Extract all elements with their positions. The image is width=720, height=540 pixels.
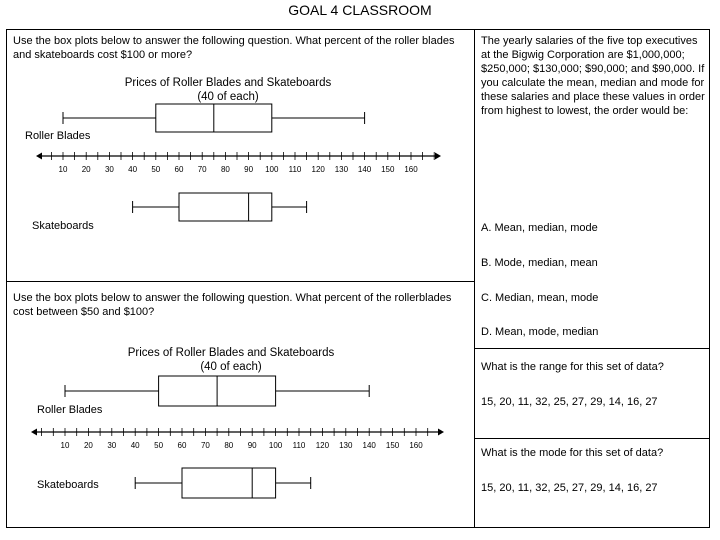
q1-label-roller-blades: Roller Blades <box>25 130 91 142</box>
q5-data: 15, 20, 11, 32, 25, 27, 29, 14, 16, 27 <box>481 482 658 494</box>
chart1-tick-label: 100 <box>265 165 279 174</box>
chart2-axis-arrow-left <box>31 429 37 436</box>
chart2-tick-label: 60 <box>177 441 187 450</box>
chart2-tick-label: 30 <box>107 441 117 450</box>
chart2-tick-label: 10 <box>60 441 70 450</box>
q1-chart-title-line2: (40 of each) <box>197 91 259 103</box>
q3-prompt: The yearly salaries of the five top executives at the Bigwig Corporation are $1,000,000; $250,000; $130,000; $90,000; and $90,000. If you calculate the mean, median and mode for these salaries and place these values in order from highest to lowest, the order would be: <box>481 35 705 117</box>
chart2-tick-label: 70 <box>200 441 210 450</box>
chart1-tick-label: 60 <box>174 165 184 174</box>
q4-prompt: What is the range for this set of data? <box>481 361 664 373</box>
chart2-tick-label: 130 <box>339 441 353 450</box>
q2-chart-title-line2: (40 of each) <box>200 361 262 373</box>
chart1-axis-arrow-right <box>435 153 441 160</box>
q2-prompt: Use the box plots below to answer the following question. What percent of the rollerblades cost between $50 and $100? <box>13 292 452 318</box>
chart2-tick-label: 90 <box>247 441 257 450</box>
chart1-tick-label: 140 <box>357 165 372 174</box>
q4-data: 15, 20, 11, 32, 25, 27, 29, 14, 16, 27 <box>481 396 658 408</box>
q2-label-skateboards: Skateboards <box>37 479 99 491</box>
q1-chart-title-line1: Prices of Roller Blades and Skateboards <box>124 77 332 89</box>
chart2-tick-label: 160 <box>409 441 423 450</box>
chart2-tick-label: 120 <box>315 441 330 450</box>
chart2-tick-label: 50 <box>154 441 164 450</box>
page-title: GOAL 4 CLASSROOM <box>288 2 432 18</box>
chart2-tick-label: 110 <box>292 441 306 450</box>
chart1-tick-label: 10 <box>58 165 68 174</box>
q3-option-b: B. Mode, median, mean <box>481 257 598 269</box>
q5-prompt: What is the mode for this set of data? <box>481 447 664 459</box>
chart1-skateboards-box <box>179 193 272 221</box>
chart2-tick-label: 80 <box>224 441 234 450</box>
chart2-tick-label: 150 <box>385 441 400 450</box>
q1-label-skateboards: Skateboards <box>32 220 94 232</box>
chart2-tick-label: 40 <box>130 441 140 450</box>
chart1-tick-label: 120 <box>311 165 325 174</box>
chart1-tick-label: 90 <box>244 165 254 174</box>
chart1-tick-label: 50 <box>151 165 161 174</box>
chart2-axis-arrow-right <box>438 429 444 436</box>
chart1-axis-arrow-left <box>36 153 42 160</box>
q3-option-d: D. Mean, mode, median <box>481 326 599 338</box>
chart2-tick-label: 20 <box>83 441 93 450</box>
chart1-tick-label: 20 <box>81 165 91 174</box>
chart1-tick-label: 40 <box>128 165 138 174</box>
chart2-tick-label: 100 <box>268 441 283 450</box>
q3-option-c: C. Median, mean, mode <box>481 292 599 304</box>
chart1-tick-label: 130 <box>334 165 349 174</box>
chart1-tick-label: 80 <box>220 165 230 174</box>
chart1-tick-label: 160 <box>404 165 418 174</box>
chart1-tick-label: 30 <box>104 165 114 174</box>
q2-label-roller-blades: Roller Blades <box>37 404 103 416</box>
chart2-skateboards-box <box>182 468 276 498</box>
chart1-tick-label: 110 <box>288 165 302 174</box>
chart1-tick-label: 150 <box>381 165 395 174</box>
chart2-tick-label: 140 <box>362 441 376 450</box>
q2-chart-title-line1: Prices of Roller Blades and Skateboards <box>127 347 335 359</box>
q3-option-a: A. Mean, median, mode <box>481 222 598 234</box>
chart1-tick-label: 70 <box>197 165 207 174</box>
q1-prompt: Use the box plots below to answer the following question. What percent of the roller blades and skateboards cost $100 or more? <box>13 35 455 61</box>
